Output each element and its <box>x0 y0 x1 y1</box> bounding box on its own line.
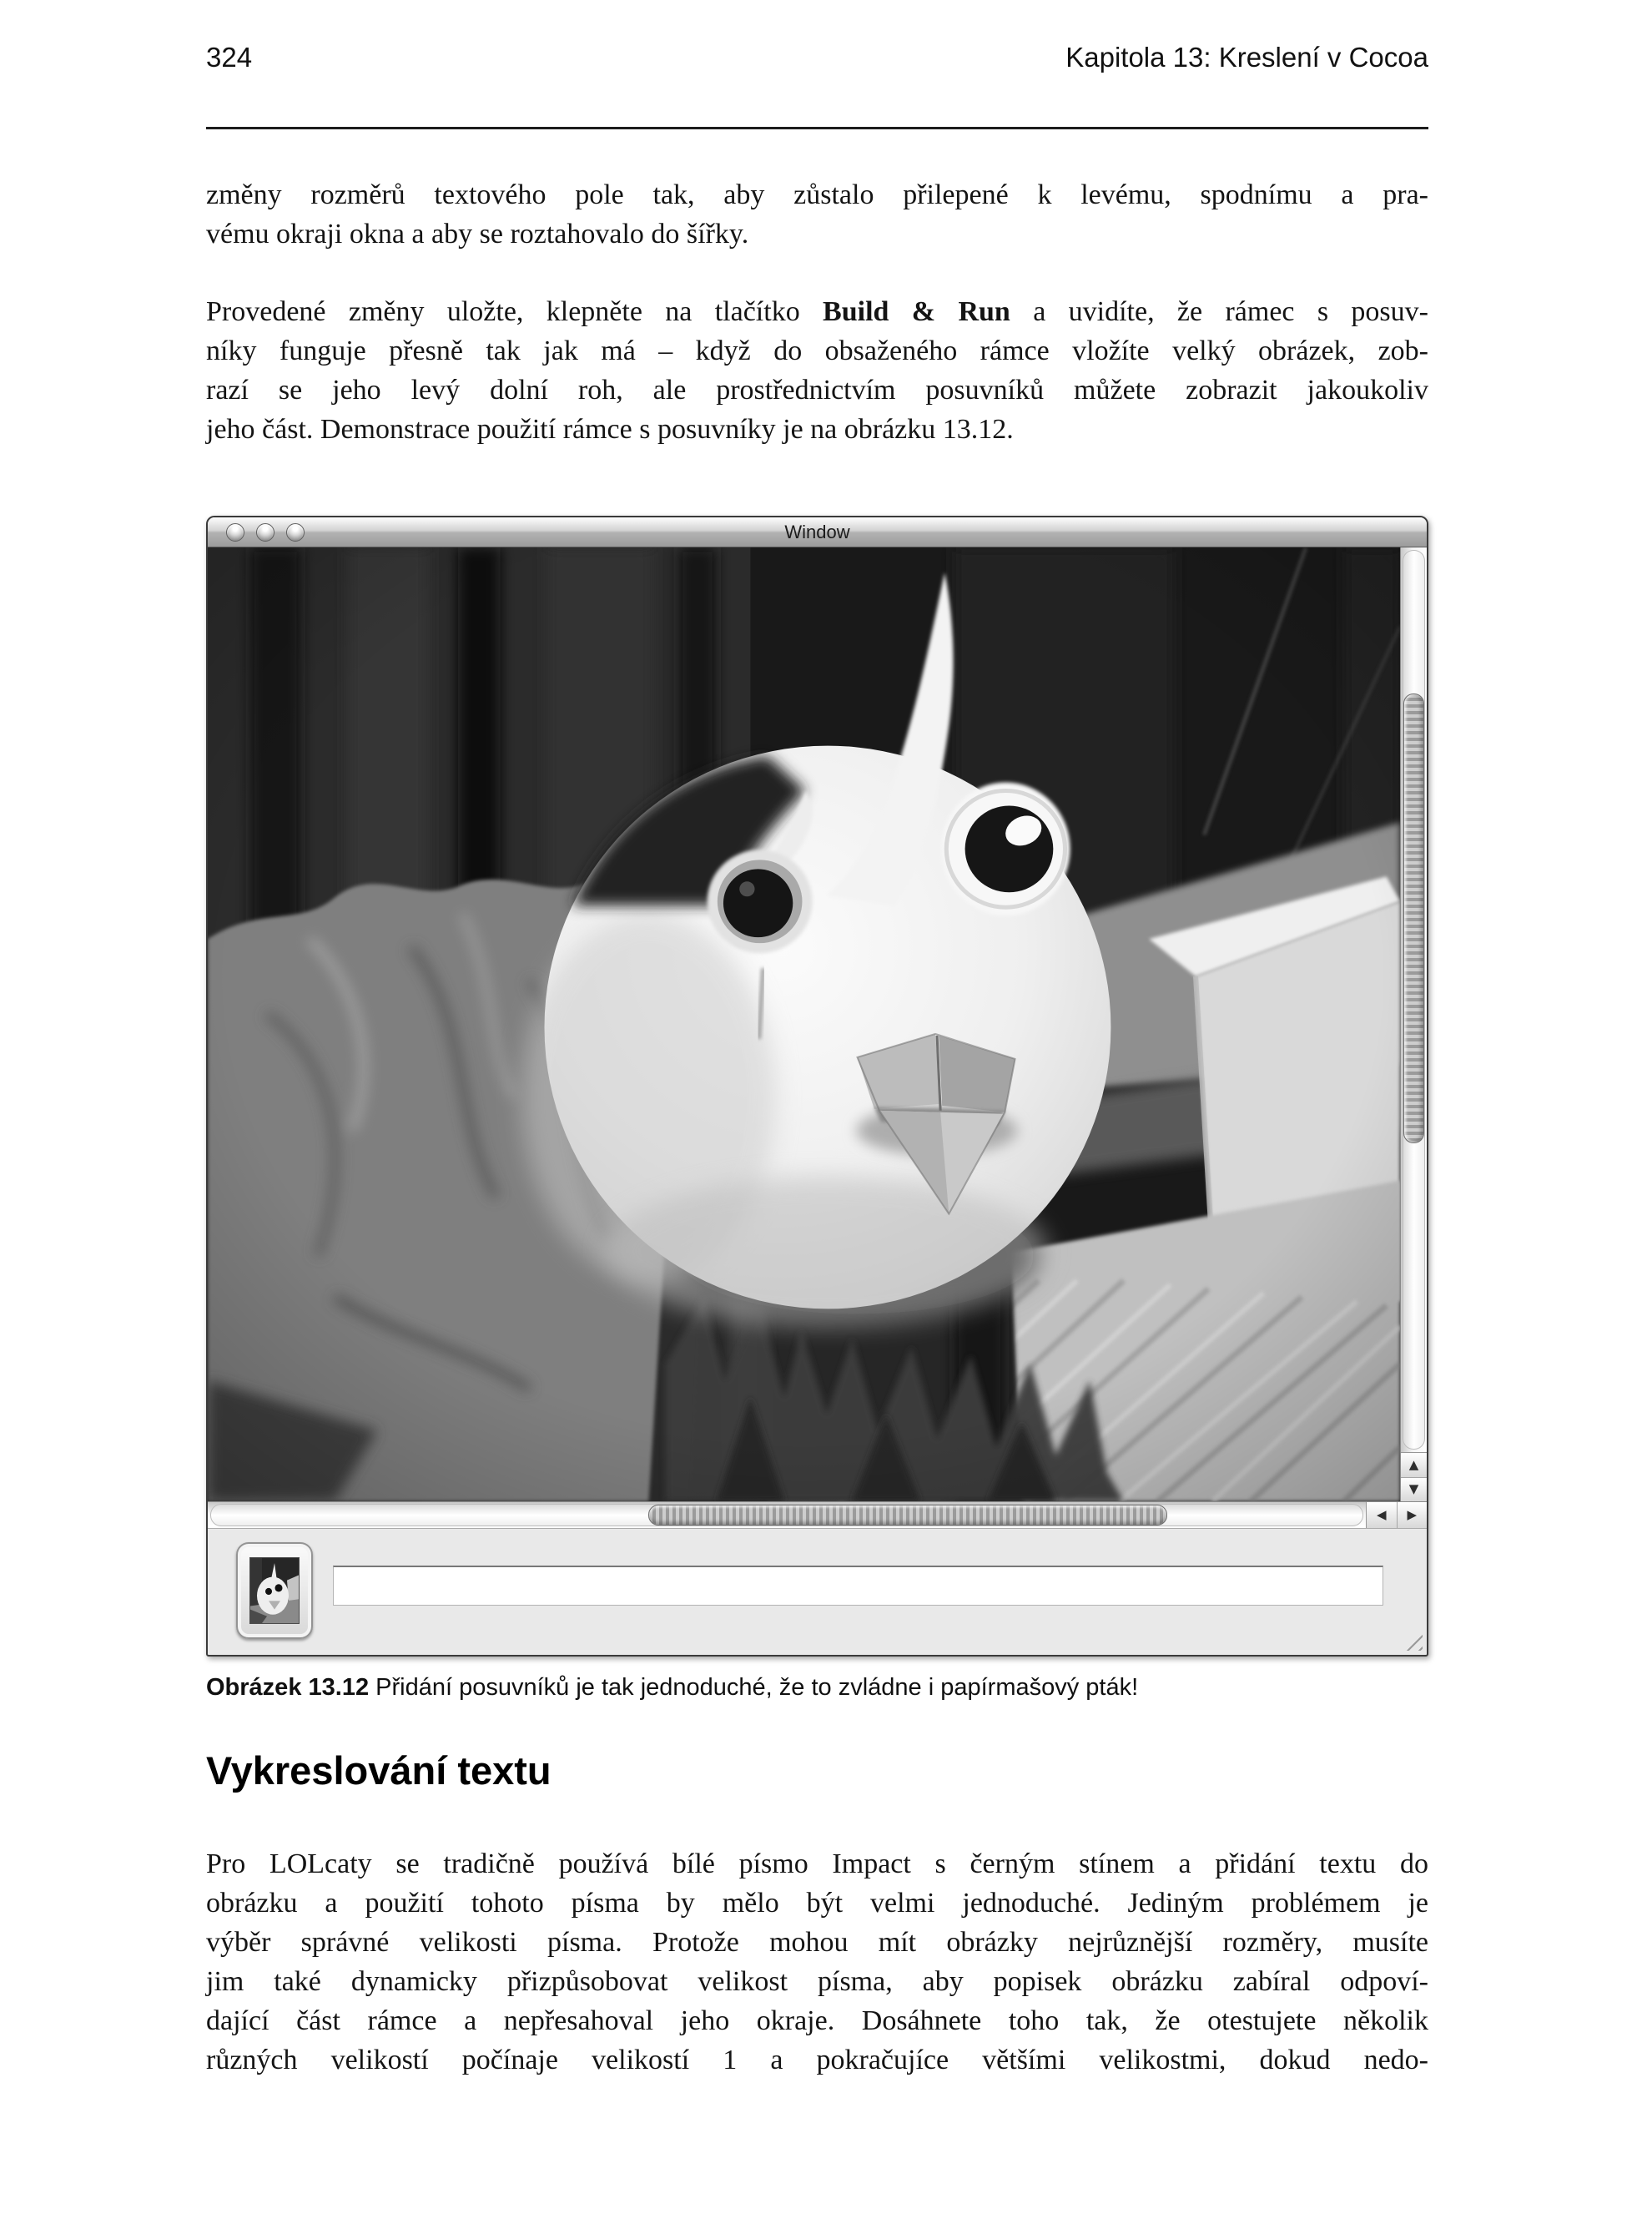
body-text-line: razí se jeho levý dolní roh, ale prostřednictvím posuvníků můžete zobrazit jakoukoliv <box>206 375 1428 406</box>
caption-text-input[interactable] <box>334 1567 1383 1605</box>
window-titlebar[interactable] <box>208 517 1427 547</box>
body-text-line: níky funguje přesně tak jak má – když do obsaženého rámce vložíte velký obrázek, zob- <box>206 335 1428 366</box>
body-text-line <box>206 292 1428 331</box>
left-arrow-icon: ◀ <box>1376 1507 1387 1522</box>
header-rule <box>206 127 1428 129</box>
body-text-line: obrázku a použití tohoto písma by mělo být velmi jednoduché. Jediným problémem je <box>206 1888 1428 1919</box>
vertical-scroll-thumb[interactable] <box>1403 693 1424 1143</box>
text-run: a uvidíte, že rámec s posuv- <box>1010 296 1428 327</box>
horizontal-scroll-arrows <box>1366 1502 1427 1528</box>
text-run: Provedené změny uložte, klepněte na tlačítko <box>206 296 823 327</box>
bird-photo-art <box>208 547 1400 1501</box>
body-text-line: jeho část. Demonstrace použití rámce s posuvníky je na obrázku 13.12. <box>206 414 1014 445</box>
horizontal-scroll-thumb[interactable] <box>648 1505 1167 1526</box>
bird-photo <box>208 547 1400 1501</box>
body-text-line: různých velikostí počínaje velikostí 1 a pokračujíce většími velikostmi, dokud nedo- <box>206 2045 1428 2075</box>
resize-grip[interactable] <box>1399 1627 1423 1651</box>
window-minimize-button[interactable] <box>256 523 274 542</box>
window-close-button[interactable] <box>226 523 244 542</box>
body-text-line: jim také dynamicky přizpůsobovat velikost písma, aby popisek obrázku zabíral odpoví- <box>206 1966 1428 1997</box>
window-zoom-button[interactable] <box>286 523 305 542</box>
scroll-up-button[interactable] <box>1401 1453 1427 1477</box>
vertical-scroll-arrows <box>1401 1452 1427 1501</box>
vertical-scroll-track[interactable] <box>1403 550 1425 1450</box>
vertical-scrollbar[interactable] <box>1400 547 1427 1501</box>
page-number: 324 <box>206 42 253 73</box>
running-head <box>206 37 1428 73</box>
body-text-line: vému okraji okna a aby se roztahovalo do šířky. <box>206 219 749 250</box>
right-arrow-icon: ▶ <box>1407 1507 1418 1522</box>
body-text-line: změny rozměrů textového pole tak, aby zůstalo přilepené k levému, spodnímu a pra- <box>206 179 1428 210</box>
chapter-title: Kapitola 13: Kreslení v Cocoa <box>1065 42 1428 73</box>
scroll-left-button[interactable] <box>1367 1502 1397 1528</box>
scroll-down-button[interactable] <box>1401 1477 1427 1502</box>
thumbnail-image <box>249 1557 300 1624</box>
up-arrow-icon: ▲ <box>1408 1456 1419 1472</box>
down-arrow-icon: ▼ <box>1408 1481 1419 1497</box>
paragraph-2 <box>206 292 1428 449</box>
window-title: Window <box>784 521 850 542</box>
image-well[interactable] <box>236 1542 313 1639</box>
body-text-line: dající část rámce a nepřesahoval jeho okraje. Dosáhnete toho tak, že otestujete několik <box>206 2005 1428 2036</box>
caption-text-field[interactable] <box>333 1566 1383 1606</box>
screenshot-window <box>206 516 1428 1657</box>
window-bottom-panel <box>208 1528 1427 1655</box>
section-heading: Vykreslování textu <box>206 1748 552 1793</box>
paragraph-3 <box>206 1844 1428 2080</box>
paragraph-1 <box>206 175 1428 254</box>
horizontal-scroll-track[interactable] <box>210 1504 1363 1526</box>
scroll-right-button[interactable] <box>1397 1502 1428 1528</box>
figure-caption-label: Obrázek 13.12 <box>206 1674 370 1701</box>
figure-caption <box>206 1674 1428 1702</box>
build-and-run-emphasis: Build & Run <box>823 296 1010 327</box>
body-text-line: výběr správné velikosti písma. Protože mohou mít obrázky nejrůznější rozměry, musíte <box>206 1927 1428 1958</box>
figure-caption-text: Přidání posuvníků je tak jednoduché, že to zvládne i papírmašový pták! <box>369 1674 1139 1701</box>
window-controls <box>226 523 305 542</box>
horizontal-scrollbar[interactable] <box>208 1501 1427 1528</box>
body-text-line: Pro LOLcaty se tradičně používá bílé písmo Impact s černým stínem a přidání textu do <box>206 1848 1428 1879</box>
